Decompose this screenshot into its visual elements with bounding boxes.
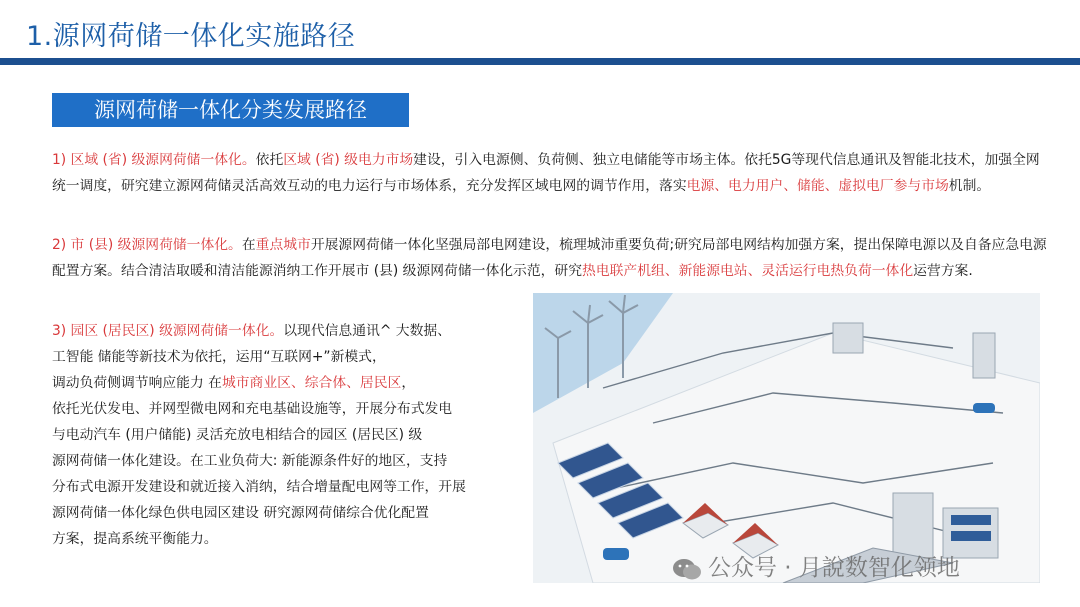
para-heading: 2) 市 (县) 级源网荷储一体化。: [52, 237, 242, 253]
paragraph-regional: [52, 147, 1052, 199]
para-text: 依托: [255, 152, 284, 168]
para-text: 在: [241, 237, 256, 253]
watermark: [672, 549, 960, 582]
paragraph-city: [52, 232, 1052, 284]
para-line: 方案，提高系统平衡能力。: [52, 531, 218, 547]
para-text: 开展源网荷储一体化坚强局部电网建设，梳理城沛重要负荷;研究局部电网结构加强方案，提出保障电源以及自备应急电源配置方案。结合清洁取暖和清洁能源消纳工作开展市 (县) 级源网荷储一体化示范，研究: [52, 237, 1047, 279]
para-text: 运营方案.: [913, 263, 973, 279]
para-line: 工智能 储能等新技术为依托，运用“互联网+”新模式，: [52, 349, 386, 365]
watermark-text: 公众号 · 月說数智化领地: [708, 555, 960, 581]
para-line: 源网荷储一体化建设。在工业负荷大: 新能源条件好的地区，支持: [52, 453, 448, 469]
paragraph-park: [52, 318, 532, 552]
para-text: 建设，引入电源侧、负荷侧、独立电储能等市场主体。依托5G等现代信息通讯及智能北技术，加强全网统一调度，研究建立源网荷储灵活高效互动的电力运行与市场体系，充分发挥区域电网的调节作用，落实: [52, 152, 1040, 194]
para-highlight: 热电联产机组、新能源电站、灵活运行电热负荷一体化: [582, 263, 914, 279]
page-title: 1.源网荷储一体化实施路径: [26, 21, 356, 52]
para-highlight: 城市商业区、综合体、居民区: [221, 375, 402, 391]
para-text: 以现代信息通讯^ 大数据、: [283, 323, 451, 339]
para-text: 调动负荷侧调节响应能力 在: [52, 375, 222, 391]
para-text: ，: [401, 375, 416, 391]
para-line: 分布式电源开发建设和就近接入消纳，结合增量配电网等工作，开展: [52, 479, 466, 495]
para-heading: 3) 园区 (居民区) 级源网荷储一体化。: [52, 323, 284, 339]
para-line: 与电动汽车 (用户储能) 灵活充放电相结合的园区 (居民区) 级: [52, 427, 423, 443]
para-highlight: 重点城市: [255, 237, 311, 253]
wechat-icon: [672, 557, 702, 581]
para-line: 源网荷储一体化绿色供电园区建设 研究源网荷储综合优化配置: [52, 505, 429, 521]
para-highlight: 区域 (省) 级电力市场: [283, 152, 414, 168]
para-highlight: 电源、电力用户、储能、虚拟电厂参与市场: [686, 178, 949, 194]
para-line: 依托光伏发电、并网型微电网和充电基础设施等，开展分布式发电: [52, 401, 453, 417]
energy-network-illustration: [533, 293, 1040, 583]
title-divider: [0, 58, 1080, 65]
para-heading: 1) 区域 (省) 级源网荷储一体化。: [52, 152, 256, 168]
para-text: 机制。: [948, 178, 991, 194]
section-subtitle: 源网荷储一体化分类发展路径: [94, 98, 367, 122]
